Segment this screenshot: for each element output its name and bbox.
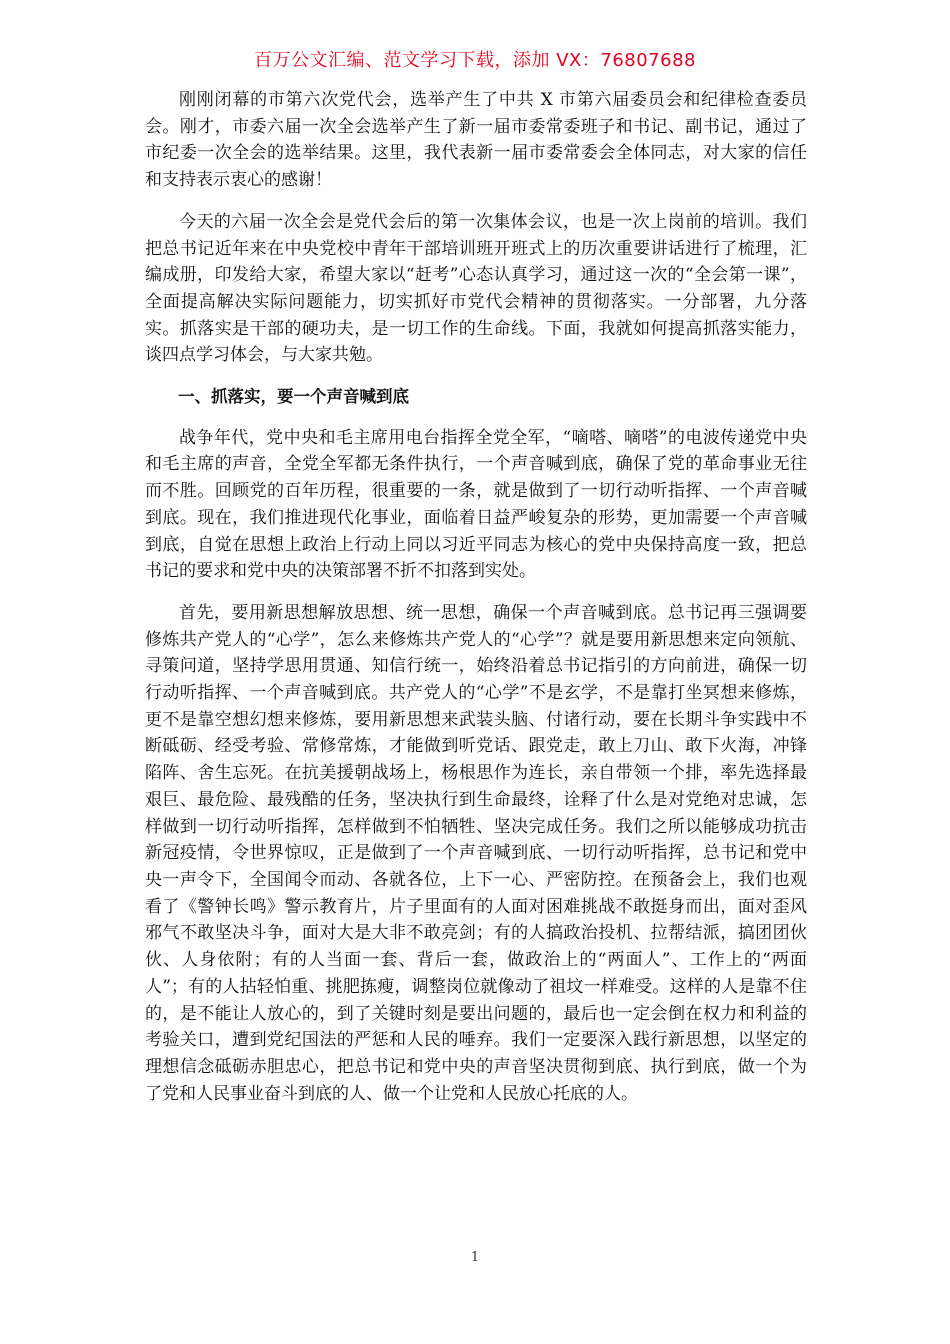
paragraph-section-2: 首先，要用新思想解放思想、统一思想，确保一个声音喊到底。总书记再三强调要修炼共产党人的“心学”，怎么来修炼共产党人的“心学”？就是要用新思想来定向领航、寻策问道，坚持学思用贯通、知信行统一，始终沿着总书记指引的方向前进，确保一切行动听指挥、一个声音喊到底。共产党人的“心学”不是玄学，不是靠打坐冥想来修炼，更不是靠空想幻想来修炼，要用新思想来武装头脑、付诸行动，要在长期斗争实践中不断砥砺、经受考验、常修常炼，才能做到听党话、跟党走，敢上刀山、敢下火海，冲锋陷阵、舍生忘死。在抗美援朝战场上，杨根思作为连长，亲自带领一个排，率先选择最艰巨、最危险、最残酷的任务，坚决执行到生命最终，诠释了什么是对党绝对忠诚，怎样做到一切行动听指挥，怎样做到不怕牺牲、坚决完成任务。我们之所以能够成功抗击新冠疫情，令世界惊叹，正是做到了一个声音喊到底、一切行动听指挥，总书记和党中央一声令下，全国闻令而动、各就各位，上下一心、严密防控。在预备会上，我们也观看了《警钟长鸣》警示教育片，片子里面有的人面对困难挑战不敢挺身而出，面对歪风邪气不敢坚决斗争，面对大是大非不敢亮剑；有的人搞政治投机、拉帮结派，搞团团伙伙、人身依附；有的人当面一套、背后一套，做政治上的“两面人”、工作上的“两面人”；有的人拈轻怕重、挑肥拣瘦，调整岗位就像动了祖坟一样难受。这样的人是靠不住的，是不能让人放心的，到了关键时刻是要出问题的，最后也一定会倒在权力和利益的考验关口，遭到党纪国法的严惩和人民的唾弃。我们一定要深入践行新思想，以坚定的理想信念砥砺赤胆忠心，把总书记和党中央的声音坚决贯彻到底、执行到底，做一个为了党和人民事业奋斗到底的人、做一个让党和人民放心托底的人。	[145, 602, 807, 1104]
header-banner: 百万公文汇编、范文学习下载，添加 VX：76807688	[254, 50, 696, 71]
section-heading: 一、抓落实，要一个声音喊到底	[178, 387, 409, 407]
paragraph-intro: 今天的六届一次全会是党代会后的第一次集体会议，也是一次上岗前的培训。我们把总书记近年来在中央党校中青年干部培训班开班式上的历次重要讲话进行了梳理，汇编成册，印发给大家，希望大家以“赶考”心态认真学习，通过这一次的“全会第一课”，全面提高解决实际问题能力，切实抓好市党代会精神的贯彻落实。一分部署，九分落实。抓落实是干部的硬功夫，是一切工作的生命线。下面，我就如何提高抓落实能力，谈四点学习体会，与大家共勉。	[145, 211, 807, 366]
page-number: 1	[470, 1250, 480, 1265]
document-body	[145, 87, 807, 1122]
paragraph-section-1: 战争年代，党中央和毛主席用电台指挥全党全军，“嘀嗒、嘀嗒”的电波传递党中央和毛主席的声音，全党全军都无条件执行，一个声音喊到底，确保了党的革命事业无往而不胜。回顾党的百年历程，很重要的一条，就是做到了一切行动听指挥、一个声音喊到底。现在，我们推进现代化事业，面临着日益严峻复杂的形势，更加需要一个声音喊到底，自觉在思想上政治上行动上同以习近平同志为核心的党中央保持高度一致，把总书记的要求和党中央的决策部署不折不扣落到实处。	[145, 427, 807, 582]
paragraph-opening: 刚刚闭幕的市第六次党代会，选举产生了中共 X 市第六届委员会和纪律检查委员会。刚才，市委六届一次全会选举产生了新一届市委常委班子和书记、副书记，通过了市纪委一次全会的选举结果。这里，我代表新一届市委常委会全体同志，对大家的信任和支持表示衷心的感谢！	[145, 90, 807, 191]
